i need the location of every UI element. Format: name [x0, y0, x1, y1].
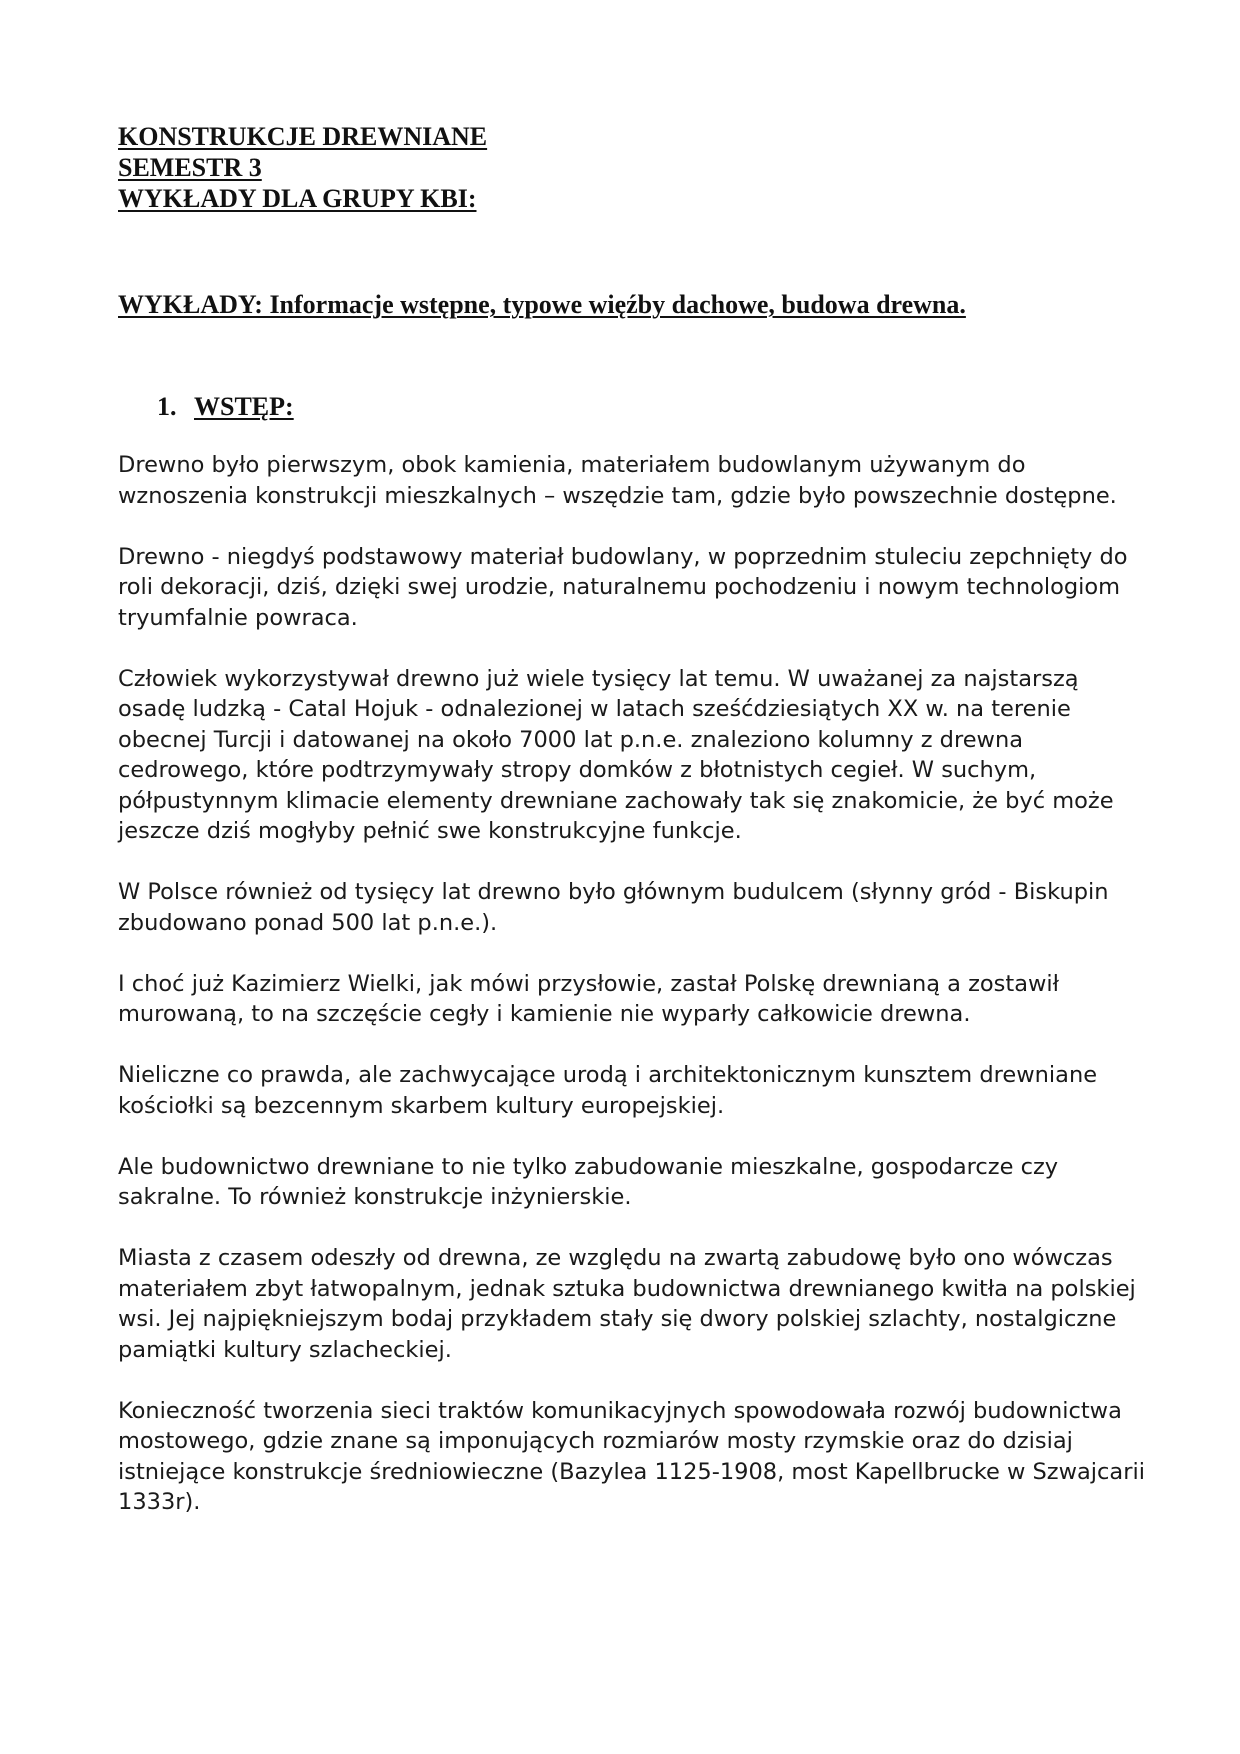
- paragraph: [118, 877, 1148, 938]
- text-line: Miasta z czasem odeszły od drewna, ze względu na zwartą zabudowę było ono wówczas: [118, 1245, 1113, 1271]
- paragraph: [118, 542, 1148, 634]
- text-line: 1333r).: [118, 1489, 201, 1515]
- paragraph: [118, 1152, 1148, 1213]
- paragraph: [118, 1243, 1148, 1365]
- semester-label: SEMESTR 3: [118, 153, 262, 182]
- section-heading: [157, 391, 294, 422]
- text-line: I choć już Kazimierz Wielki, jak mówi przysłowie, zastał Polskę drewnianą a zostawił: [118, 970, 1060, 997]
- text-line: Człowiek wykorzystywał drewno już wiele tysięcy lat temu. W uważanej za najstarszą: [118, 665, 1079, 692]
- text-line: kościołki są bezcennym skarbem kultury europejskiej.: [118, 1092, 725, 1119]
- text-line: mostowego, gdzie znane są imponujących rozmiarów mosty rzymskie oraz do dzisiaj: [118, 1428, 1073, 1454]
- text-line: osadę ludzką - Catal Hojuk - odnalezionej w latach sześćdziesiątych XX w. na terenie: [118, 696, 1071, 722]
- text-line: W Polsce również od tysięcy lat drewno było głównym budulcem (słynny gród - Biskupin: [118, 879, 1109, 905]
- text-line: murowaną, to na szczęście cegły i kamienie nie wyparły całkowicie drewna.: [118, 1001, 971, 1027]
- paragraph: [118, 969, 1148, 1030]
- text-line: pamiątki kultury szlacheckiej.: [118, 1336, 452, 1363]
- course-title: KONSTRUKCJE DREWNIANE: [118, 122, 488, 151]
- text-line: zbudowano ponad 500 lat p.n.e.).: [118, 909, 498, 936]
- text-line: Nieliczne co prawda, ale zachwycające urodą i architektonicznym kunsztem drewniane: [118, 1062, 1098, 1088]
- text-line: tryumfalnie powraca.: [118, 604, 358, 631]
- paragraph: [118, 450, 1148, 511]
- group-label: WYKŁADY DLA GRUPY KBI:: [118, 184, 477, 213]
- lecture-title: WYKŁADY: Informacje wstępne, typowe więźby dachowe, budowa drewna.: [118, 290, 966, 319]
- text-line: Drewno - niegdyś podstawowy materiał budowlany, w poprzednim stuleciu zepchnięty do: [118, 543, 1128, 570]
- body-text: [118, 450, 1148, 1548]
- document-header: [118, 121, 487, 214]
- text-line: roli dekoracji, dziś, dzięki swej urodzie, naturalnemu pochodzeniu i nowym technologiom: [118, 574, 1121, 600]
- section-number: 1.: [157, 392, 177, 421]
- text-line: półpustynnym klimacie elementy drewniane zachowały tak się znakomicie, że być może: [118, 787, 1114, 814]
- text-line: wznoszenia konstrukcji mieszkalnych – wszędzie tam, gdzie było powszechnie dostępne.: [118, 482, 1117, 509]
- text-line: Konieczność tworzenia sieci traktów komunikacyjnych spowodowała rozwój budownictwa: [118, 1397, 1122, 1424]
- text-line: jeszcze dziś mogłyby pełnić swe konstrukcyjne funkcje.: [118, 818, 742, 844]
- text-line: cedrowego, które podtrzymywały stropy domków z błotnistych cegieł. W suchym,: [118, 757, 1037, 783]
- text-line: wsi. Jej najpiękniejszym bodaj przykładem stały się dwory polskiej szlachty, nostalgiczne: [118, 1306, 1117, 1332]
- paragraph: [118, 664, 1148, 847]
- paragraph: [118, 1396, 1148, 1518]
- paragraph: [118, 1060, 1148, 1121]
- text-line: istniejące konstrukcje średniowieczne (Bazylea 1125-1908, most Kapellbrucke w Szwajcarii: [118, 1458, 1145, 1485]
- text-line: sakralne. To również konstrukcje inżynierskie.: [118, 1184, 632, 1210]
- section-title: WSTĘP:: [194, 392, 294, 421]
- text-line: Drewno było pierwszym, obok kamienia, materiałem budowlanym używanym do: [118, 452, 1026, 478]
- text-line: Ale budownictwo drewniane to nie tylko zabudowanie mieszkalne, gospodarcze czy: [118, 1153, 1059, 1180]
- text-line: materiałem zbyt łatwopalnym, jednak sztuka budownictwa drewnianego kwitła na polskiej: [118, 1275, 1136, 1302]
- text-line: obecnej Turcji i datowanej na około 7000 lat p.n.e. znaleziono kolumny z drewna: [118, 726, 1023, 753]
